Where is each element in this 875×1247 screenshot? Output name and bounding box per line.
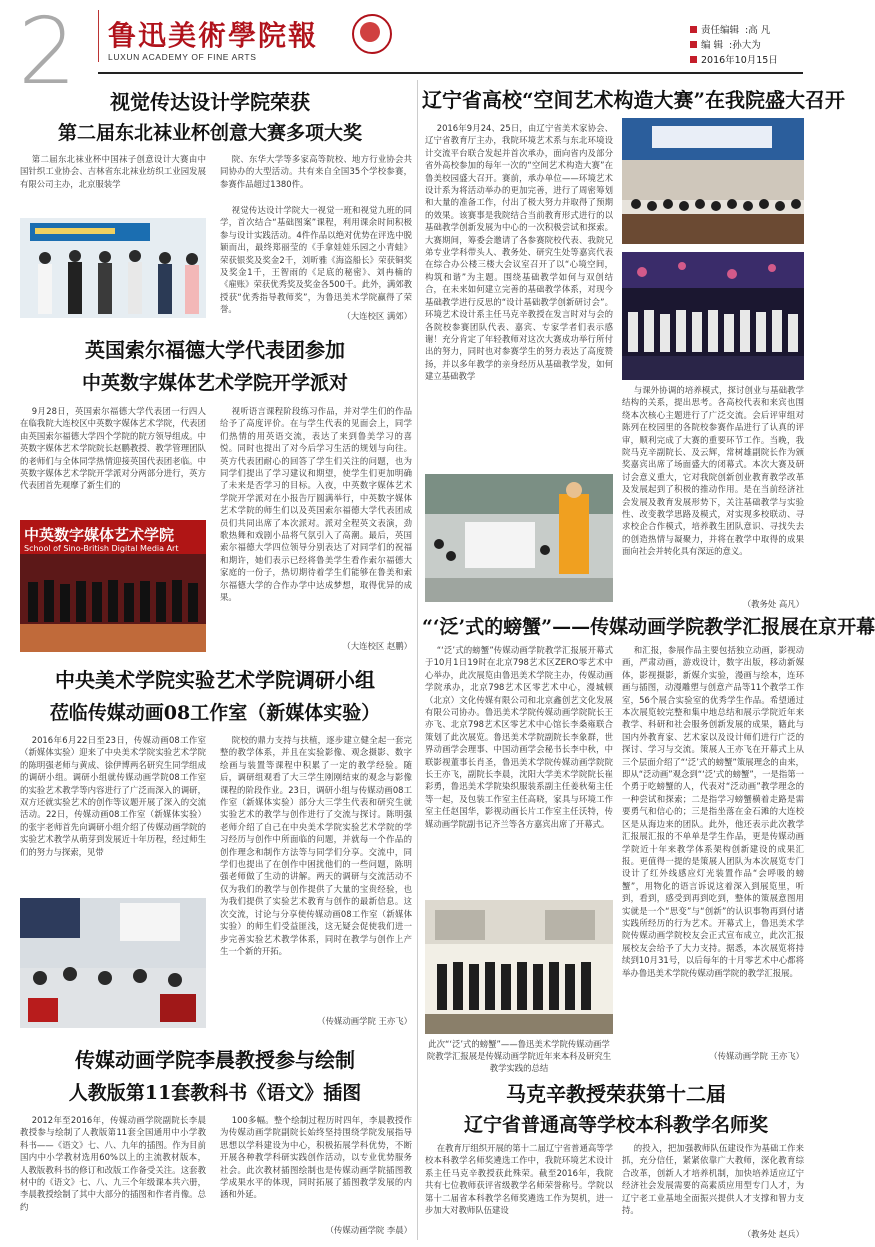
- crab-opening-photo: [425, 900, 613, 1034]
- textbook-headline-2: 人教版第11套教科书《语文》插图: [68, 1082, 362, 1104]
- space-art-headline: 辽宁省高校“空间艺术构造大赛”在我院盛大召开: [422, 88, 846, 112]
- textbook-headline-1: 传媒动画学院李晨教授参与绘制: [75, 1048, 355, 1072]
- space-art-forum-photo: [622, 118, 804, 244]
- crab-text-col2: 和汇报，参展作品主要包括独立动画，影视动画，严肃动画，游戏设计，数字出版，移动新媒体，影视摄影，新媒介实验，漫画与绘本，连环画与插图，动漫雕塑与创意产品等11个教学工作室，56个展合实验室的优秀学生作品。希望通过本次展览较完整和集中地总结和展示学院近年来教学、科研和社会服务创新发展的成果，籍此与国内外教育家、艺术家以及设计师们进行广泛的探讨、学习与交流。策展人王亦飞在开幕式上从三个层面介绍了“‘泛’式的螃蟹”策展理念的由来，即从“泛动画”观念到“‘泛’式的螃蟹”，一是指第一个勇于吃螃蟹的人，代表对“泛动画”教学理念的一种尝试和探索；二是指学习螃蟹横着走路是需要勇气和信心的；三是指坐落在金石滩的大连校区是从海边来的团队。此外，他还表示此次教学汇报展汇报的不单单是学生作品，更是传媒动画学院近十年来教学体系架构创新建设的成果汇报。更值得一提的是策展人团队为本次展览专门设计了红外线感应灯光装置作品“会呼吸的螃蟹”，用物化的语言诉说这着深入到展览里，听到，看到，感受到再到吃到，整体的策展意图用实就是一个“思变”与“创新”的认识事物再到付诸实践所经历的行为艺术。开幕式上，鲁迅美术学院传媒动画学院校友会正式宣布成立，此次汇报展校友会给予了大力支持。据悉，本次展览将持续到10月31号，以后每年的十月零艺术中心都将举办鲁迅美术学院传媒动画学院的教学汇报展。: [622, 645, 804, 978]
- issue-date: 2016年10月15日: [690, 52, 778, 66]
- red-square-icon: [690, 41, 697, 48]
- cafa-signature: （传媒动画学院 王亦飞）: [317, 1016, 412, 1026]
- visual-design-headline-1: 视觉传达设计学院荣获: [110, 90, 310, 114]
- editor: 编 辑 :孙大为: [690, 37, 761, 51]
- solent-headline-2: 中英数字媒体艺术学院开学派对: [81, 372, 348, 394]
- makexin-text-col1: 在教育厅组织开展的第十二届辽宁省普通高等学校本科教学名师奖遴选工作中，我院环境艺术设计系主任马克辛教授获此殊荣。截至2016年，我院共有七位教师获评省级教学名师荣誉称号。学院以第十二届省本科教学名师奖遴选工作为契机，进一步加大对教师队伍建设: [425, 1143, 613, 1216]
- space-art-text-left: 2016年9月24、25日，由辽宁省美术家协会、辽宁省教育厅主办，我院环境艺术系与东北环境设计交流平台联合发起并首次承办，面向省内及部分省外高校参加的每年一次的“空间艺术构造大赛”在鲁美校园盛大召开。赛前，承办单位——环境艺术设计系为将活动举办的更加完善，进行了周密筹划和大量的准备工作，付出了极大努力并取得了预期的效果。该赛事是我院结合当前教育形式进行的以基础教学创新发展为中心的一次积极尝试和探索。大赛期间，筹委会邀请了各参赛院校代表、我院兄弟专业学科带头人、教务处、研究生处等嘉宾代表在综合办公楼三楼大会议室召开了以“心境空间，构筑和谐”为主题。围绕基础教学如何与双创结合，在未来如何建立完善的基础教学体系，对现今基础教学进行反思的“设计基础教学创新研讨会”。环境艺术设计系主任马克辛教授在发言时对与会的各院校参赛团队代表、嘉宾、专家学者们表示感谢！充分肯定了年轻教师对这次大赛成功举行所付出的努力，同时也对参赛学生的努力表达了高度赞扬，并以多年教学的亲身经历从基础教学发，如何建立基础教学: [425, 123, 613, 382]
- cafa-text-col1: 2016年6月22日至23日，传媒动画08工作室（新媒体实验）迎来了中央美术学院实验艺术学院的陈明强老师与黄成、徐伊博两名研究生同学组成的调研小组。调研小组就传媒动画学院08工作室的实验艺术教学等内容进行了广泛而深入的调研，双方还就实验艺术的创作等议题开展了深入的交流活动。22日，传媒动画08工作室（新媒体实验）的张宇老师首先向调研小组介绍了传媒动画学院的实验艺术教学从萌芽到发展近十年历程，经过师生们的努力与探索，见带: [20, 735, 206, 857]
- space-art-group-photo: [622, 252, 804, 380]
- crab-signature: （传媒动画学院 王亦飞）: [709, 1051, 804, 1061]
- editor-in-charge: 责任编辑 :高 凡: [690, 22, 770, 36]
- solent-headline-1: 英国索尔福德大学代表团参加: [85, 338, 345, 362]
- solent-text-col2: 视听语言课程阶段练习作品，并对学生们的作品给予了高度评价。在与学生代表的见面会上，同学们热情的用英语交流，表达了来到鲁美学习的喜悦。同时也提出了对今后学习生活的规划与向往。英方代表团耐心的回答了学生们关注的问题，也为同学们提出了学习建议和期望，使学生们更加明确了未来是否学习的目标。入夜，中英数字媒体艺术学院开学派对在小报告厅圆满举行，中英数字媒体艺术学院的师生们以及英国索尔福德大学代表团成员们共同出席了本次派对。派对全程英文表演，劲歌热舞和戏剧小品将气氛引入了高潮。最后，英国索尔福德大学四位领导分别表达了对同学们的祝福和期许，她们表示已经将鲁美学生看作索尔福德大家庭的一份子，热切期待着学生们能够在鲁美和索尔福德大学的合作办学中达成梦想，取得优异的成果。: [220, 406, 412, 603]
- newspaper-title: 鲁迅美術學院報: [108, 19, 319, 52]
- cafa-headline-1: 中央美术学院实验艺术学院调研小组: [55, 668, 375, 692]
- visual-design-text-col2b: 视觉传达设计学院大一视觉一班和视觉九班的同学，首次结合“基础图案”课程，利用课余时间积极参与设计实践活动。4件作品以绝对优势在评选中脱颖而出，最终郑丽莹的《手拿娃娃乐园之小青蛙》荣获银奖及奖金2千，刘昕雅《海盗船长》荣获铜奖及奖金1千，王智雨的《足底的秘密》、刘冉楠的《雇账》荣获优秀奖及奖金各500千。此外，满郊教授获“优秀指导教师奖”，为鲁迅美术学院赢得了荣誉。: [220, 205, 412, 315]
- makexin-text-col2: 的投入，把加强教师队伍建设作为基础工作来抓，充分信任，紧紧依靠广大教师，深化教育综合改革，创新人才培养机制，加快培养适应辽宁经济社会发展需要的高素质应用型专门人才，为辽宁老工业基地全面振兴提供人才支撑和智力支持。: [622, 1143, 804, 1216]
- space-art-text-right: 与课外协调的培养模式，探讨创业与基础教学结构的关系，提出思考。各高校代表和来宾也围绕本次核心主题进行了广泛交流。会后评审组对陈列在校园里的各院校参赛作品进行了认真的评审，顺利完成了大赛的重要环节工作。当晚，我院马克辛副院长、及云辉，常树雄副院长作为颁奖嘉宾出席了场面盛大的闭幕式。本次大赛及研讨会意义重大，它对我院创新创业教育教学改革及发展起到了积极的推动作用。是在当前经济社会发展及教育发展形势下，关注基础教学与实验性、改变教学思路及模式，对实现多校联动、寻求校企合作模式，培养教生团队意识、寻找失去的创造热情与凝聚力，并将在教学中取得的成果面向社会并转化具有深远的意义。: [622, 385, 804, 557]
- visual-design-text-col1: 第二届东北袜业杯中国袜子创意设计大赛由中国针织工业协会、吉林省东北袜业纺织工业园发展有限公司主办，北京服装学: [20, 154, 206, 189]
- column-separator: [417, 80, 418, 1240]
- solent-banner-en: School of Sino-British Digital Media Art: [24, 544, 179, 553]
- red-square-icon: [690, 56, 697, 63]
- solent-banner-cn: 中英数字媒体艺术学院: [24, 526, 175, 544]
- textbook-signature: （传媒动画学院 李晨）: [325, 1225, 412, 1235]
- crab-text-col1: “‘泛’式的螃蟹”传媒动画学院教学汇报展开幕式于10月1日19时在北京798艺术区ZERO零艺术中心举办，此次展览由鲁迅美术学院主办，传媒动画学院承办，北京798艺术区零艺术中心，漫城顿（北京）文化传媒有限公司和北京鑫创艺文化发展有限公司协办。鲁迅美术学院传媒动画学院院长王亦飞、北京798艺术区零艺术中心馆长李桑雍联合策划了此次展览。鲁迅美术学院副院长李象群，世界动画学会理事、中国动画学会秘书长李中秋，中联影视董事长肖圣，鲁迅美术学院传媒动画学院院长王亦飞，副院长李晨，沈阳大学美术学院院长崔彩勇，鲁迅美术学院染织服装系副主任姜秋菊主任等一起，及包装工作室主任高晓，家具与环境工作室主任赵国华，影视动画长片工作室主任沃特，传媒动画学院副书记齐兰等各方嘉宾出席了开幕式。: [425, 645, 613, 829]
- solent-party-photo: [20, 520, 206, 652]
- academy-seal-center-icon: [360, 22, 380, 42]
- red-square-icon: [690, 26, 697, 33]
- makexin-headline-2: 辽宁省普通高等学校本科教学名师奖: [463, 1114, 768, 1136]
- crab-headline: “‘泛’式的螃蟹”——传媒动画学院教学汇报展在京开幕: [422, 616, 875, 638]
- visual-design-award-photo: [20, 218, 206, 318]
- space-art-exhibition-photo: [425, 474, 613, 602]
- cafa-headline-2: 莅临传媒动画08工作室（新媒体实验）: [49, 702, 381, 724]
- solent-signature: （大连校区 赵鹏）: [342, 641, 412, 651]
- visual-design-signature: （大连校区 满郊）: [342, 311, 412, 321]
- page-number: 2: [18, 0, 77, 105]
- cafa-text-col2: 院校的鼎力支持与扶植，逐步建立健全起一套完整的教学体系，并且在实验影像、观念摄影、数字绘画与装置等课程中积累了一定的教学经验。随后，调研组观看了大三学生刚刚结束的观念与影像课程的阶段作业。23日，调研小组与传媒动画08工作室（新媒体实验）部分大三学生代表和研究生就实验艺术的教学与创作进行了交流与探讨。陈明强老师介绍了自己在中央美术学院实验艺术学院的学习经历与创作中所面临的问题，并就每一个作品的创作理念和制作方法等与同学们分享。交流中，同学们也提出了在创作中困扰他们的一些问题，陈明强老师做了生动的讲解。两天的调研与交流活动不仅为我们的教学与创作提供了大量的宝贵经验，也为我们提供了实验艺术教育与创作的最新信息。这次交流，讨论与分享使传媒动画08工作室（新媒体实验）的师生们受益匪浅，这无疑会促使我们进一步完善实验艺术教学体系，同时在教学与创作上产生一个新的开拓。: [220, 735, 412, 956]
- visual-design-text-col2a: 院、东华大学等多家高等院校、地方行业协会共同协办的大型活动。共有来自全国35个学校参赛，参赛作品超过1380件。: [220, 154, 412, 189]
- newspaper-english-name: LUXUN ACADEMY OF FINE ARTS: [108, 52, 257, 62]
- makexin-signature: （教务处 赵兵）: [742, 1229, 804, 1239]
- masthead-rule: [98, 72, 803, 74]
- textbook-text-col1: 2012年至2016年，传媒动画学院副院长李晨教授参与绘制了人教版第11套全国通用中小学教科书——《语文》七、八、九年的插图。作为目前国内中小学教材选用60%以上的主流教材版本，人教版教科书的修订和改版工作备受关注。这套教材中的《语文》七、八、九三个年级课本共六册，李晨教授绘制了其中大部分的插图和作者肖像。总约: [20, 1115, 206, 1212]
- makexin-headline-1: 马克辛教授荣获第十二届: [506, 1082, 726, 1106]
- crab-photo-caption: 此次“‘泛’式的螃蟹”——鲁迅美术学院传媒动画学院教学汇报展是传媒动画学院近年来本科及研究生教学实践的总结: [426, 1039, 612, 1073]
- solent-text-col1: 9月28日，英国索尔福德大学代表团一行四人在临我院大连校区中英数字媒体艺术学院，代表团由英国索尔福德大学四个学院的院方领导组成。中英数字媒体艺术学院院长赵鹏教授、教学管理团队的老师们与全体同学热情迎接英国代表团老临。中英数字媒体艺术学院开学派对分两部分进行，英方代表团首先观摩了新生们的: [20, 406, 206, 491]
- masthead-divider: [98, 10, 99, 62]
- textbook-text-col2: 100多幅。整个绘制过程历时四年，李晨教授作为传媒动画学院副院长始终坚持围绕学院发展指导思想以学科建设为中心，积极拓展学科优势，不断开展各种教学科研实践创作活动，以专业优势服务社会。此次教材插图绘制也是传媒动画学院插图教学成果水平的体现，同时拓展了插图教学发展的内涵和外延。: [220, 1115, 412, 1200]
- visual-design-headline-2: 第二届东北袜业杯创意大赛多项大奖: [57, 122, 362, 144]
- cafa-studio-photo: [20, 898, 206, 1028]
- space-art-signature: （教务处 高凡）: [742, 599, 804, 609]
